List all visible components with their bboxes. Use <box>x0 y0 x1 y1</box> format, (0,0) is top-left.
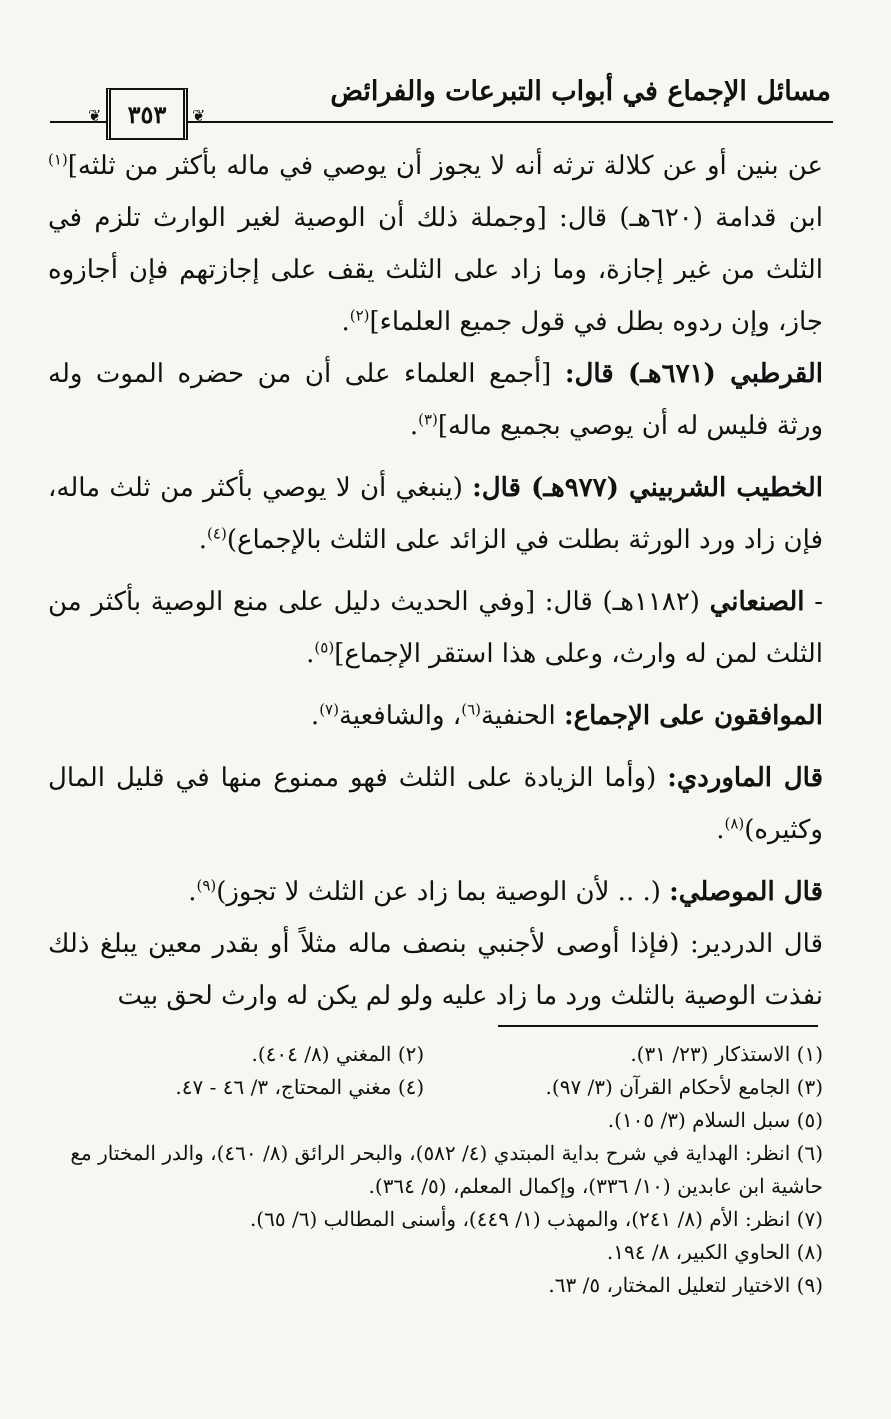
main-text <box>48 140 823 1032</box>
footnotes <box>48 1038 823 1302</box>
page-header <box>0 60 891 140</box>
footnote-7: (٧) انظر: الأم (٨/ ٢٤١)، والمهذب (١/ ٤٤٩)، وأسنى المطالب (٦/ ٦٥). <box>249 1207 823 1231</box>
punctuation: . <box>198 525 208 555</box>
footnote-ref: (٦) <box>461 700 481 719</box>
text: الحنفية <box>480 701 564 731</box>
punctuation: . <box>310 701 320 731</box>
text: (ينبغي أن لا يوصي بأكثر من ثلث ماله، فإن زاد ورد الورثة بطلت في الزائد على الثلث بالإجماع) <box>48 473 823 555</box>
paragraph-6 <box>48 752 823 856</box>
footnote-9: (٩) الاختيار لتعليل المختار، ٥/ ٦٣. <box>548 1273 823 1297</box>
page-number-box <box>106 88 188 140</box>
footnote-ref: (٤) <box>207 524 227 543</box>
footnote-ref: (٣) <box>418 410 438 429</box>
footnote-row <box>48 1071 823 1104</box>
paragraph-2 <box>48 348 823 452</box>
footnote-separator <box>498 1025 818 1027</box>
footnote-ref: (٧) <box>319 700 339 719</box>
footnote-row <box>48 1038 823 1071</box>
text: عن بنين أو عن كلالة ترثه أنه لا يجوز أن يوصي في ماله بأكثر من ثلثه] <box>67 151 823 181</box>
section-heading: الموافقون على الإجماع: <box>563 701 823 731</box>
footnote-ref: (١) <box>48 150 68 169</box>
punctuation: . <box>716 815 725 845</box>
footnote-4: (٤) مغني المحتاج، ٣/ ٤٦ - ٤٧. <box>175 1075 425 1099</box>
right-ornament-icon: ❦ <box>192 106 206 125</box>
footnote-ref: (٢) <box>349 306 370 325</box>
punctuation: . <box>306 639 315 669</box>
text: [أجمع العلماء على أن من حضره الموت وله ورثة فليس له أن يوصي بجميع ماله] <box>48 359 823 441</box>
dash: - <box>804 587 823 617</box>
footnote-ref: (٩) <box>196 876 217 895</box>
punctuation: . <box>341 307 350 337</box>
text: ابن قدامة (٦٢٠هـ) قال: [وجملة ذلك أن الوصية لغير الوارث تلزم في الثلث من غير إجازة، وما زاد على الثلث يقف على إجازتهم فإن أجازوه جاز، وإن ردوه بطل في قول جميع العلماء] <box>48 203 824 337</box>
paragraph-4 <box>48 576 823 680</box>
footnote-ref: (٥) <box>314 638 335 657</box>
punctuation: . <box>409 411 419 441</box>
footnote-8: (٨) الحاوي الكبير، ٨/ ١٩٤. <box>606 1240 823 1264</box>
scholar-name: قال الموصلي: <box>669 877 823 907</box>
text: قال الدردير: (فإذا أوصى لأجنبي بنصف ماله مثلاً أو بقدر معين يبلغ ذلك نفذت الوصية بالثلث ورد ما زاد عليه ولو لم يكن له وارث لحق بيت <box>48 929 823 1011</box>
scholar-name: القرطبي (٦٧١هـ) قال: <box>564 359 823 389</box>
paragraph-8 <box>48 918 823 1022</box>
footnote-2: (٢) المغني (٨/ ٤٠٤). <box>251 1042 425 1066</box>
footnote-5: (٥) سبل السلام (٣/ ١٠٥). <box>607 1108 823 1132</box>
paragraph-1 <box>48 140 823 348</box>
punctuation: . <box>188 877 197 907</box>
running-title: مسائل الإجماع في أبواب التبرعات والفرائض <box>330 76 831 107</box>
scholar-name: الخطيب الشربيني (٩٧٧هـ) قال: <box>472 473 823 503</box>
text: (وأما الزيادة على الثلث فهو ممنوع منها في قليل المال وكثيره) <box>48 763 823 845</box>
footnote-1: (١) الاستذكار (٢٣/ ٣١). <box>630 1042 823 1066</box>
paragraph-7 <box>48 866 823 918</box>
footnote-ref: (٨) <box>724 814 745 833</box>
paragraph-3 <box>48 462 823 566</box>
paragraph-5 <box>48 690 823 742</box>
scholar-name: الصنعاني <box>709 587 805 617</box>
text: ، والشافعية <box>338 701 462 731</box>
left-ornament-icon: ❦ <box>88 106 102 125</box>
text: (١١٨٢هـ) قال: [وفي الحديث دليل على منع الوصية بأكثر من الثلث لمن له وارث، وعلى هذا استقر الإجماع] <box>48 587 823 669</box>
footnote-3: (٣) الجامع لأحكام القرآن (٣/ ٩٧). <box>545 1075 823 1099</box>
text: (. .. لأن الوصية بما زاد عن الثلث لا تجوز) <box>216 877 670 907</box>
footnote-6: (٦) انظر: الهداية في شرح بداية المبتدي (٤/ ٥٨٢)، والبحر الرائق (٨/ ٤٦٠)، والدر المختار مع حاشية ابن عابدين (١٠/ ٣٣٦)، وإكمال المعلم، (٥/ ٣٦٤). <box>70 1141 823 1198</box>
scholar-name: قال الماوردي: <box>667 763 824 793</box>
page-number: ٣٥٣ <box>127 99 167 129</box>
